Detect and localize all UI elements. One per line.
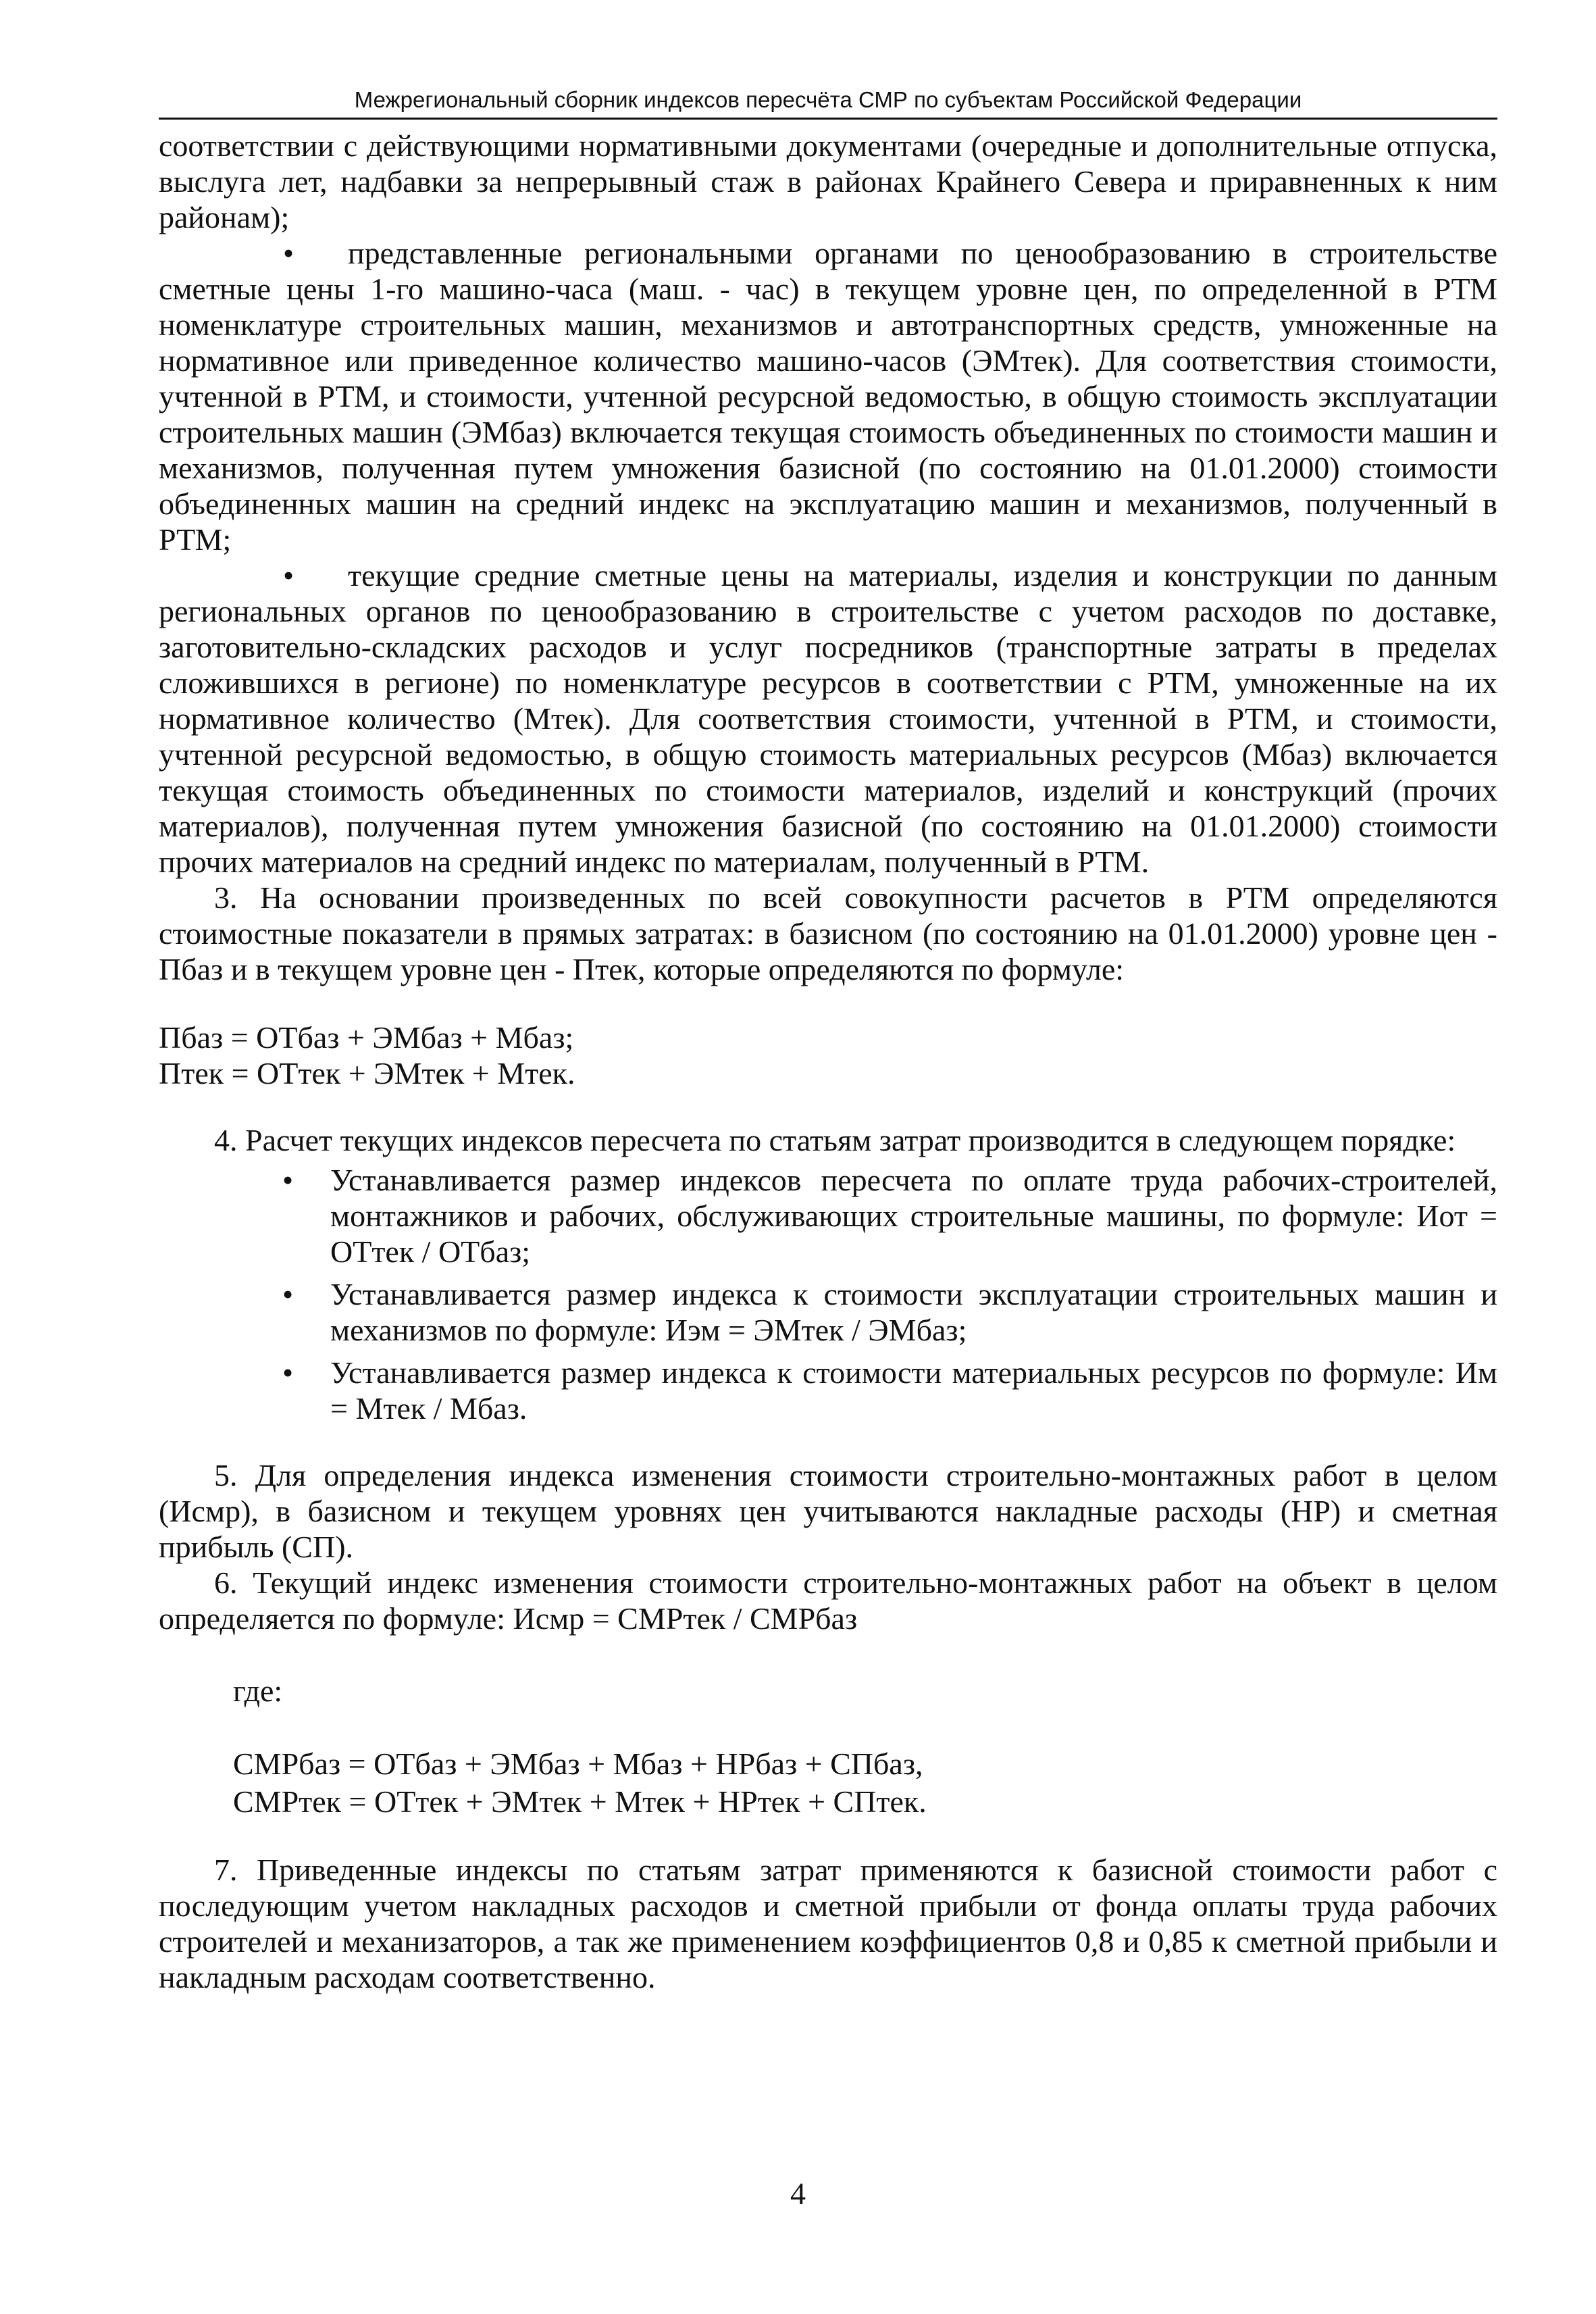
item-7: 7. Приведенные индексы по статьям затрат применяются к базисной стоимости работ с последующим учетом накладных расходов и сметной прибыли от фонда оплаты труда рабочих строителей и механизаторов, а так же применением коэффициентов 0,8 и 0,85 к сметной прибыли и накладным расходам соответственно.: [159, 1853, 1497, 1994]
bullet-marker: •: [282, 1355, 294, 1390]
bullet-machines-text: представленные региональными органами по ценообразованию в строительстве сметные цены 1-го машино-часа (маш. - час) в текущем уровне цен, по определенной в РТМ номенклатуре строительных машин, механизмов и автотранспортных средств, умноженные на нормативное или приведенное количество машино-часов (ЭМтек). Для соответствия стоимости, учтенной в РТМ, и стоимости, учтенной ресурсной ведомостью, в общую стоимость эксплуатации строительных машин (ЭМбаз) включается текущая стоимость объединенных по стоимости машин и механизмов, полученная путем умножения базисной (по состоянию на 01.01.2000) стоимости объединенных машин на средний индекс на эксплуатацию машин и механизмов, полученный в РТМ;: [159, 236, 1497, 557]
item-6: 6. Текущий индекс изменения стоимости строительно-монтажных работ на объект в целом определяется по формуле: Исмр = СМРтек / СМРбаз: [159, 1565, 1497, 1636]
bullet-marker: •: [282, 1277, 294, 1311]
item-4-bullet-text: Устанавливается размер индекса к стоимости материальных ресурсов по формуле: Им = Мтек / Мбаз.: [330, 1355, 1497, 1426]
bullet-marker: •: [283, 558, 294, 593]
item-4-bullet: [159, 1162, 1497, 1269]
bullet-marker: •: [282, 1163, 294, 1197]
item-4-bullet: [159, 1276, 1497, 1348]
item-4-bullet-text: Устанавливается размер индекса к стоимости эксплуатации строительных машин и механизмов по формуле: Иэм = ЭМтек / ЭМбаз;: [330, 1277, 1497, 1347]
item-4-bullet-list: [159, 1162, 1497, 1426]
document-page: [159, 86, 1497, 1995]
bullet-machines: [159, 235, 1497, 557]
item-4: 4. Расчет текущих индексов пересчета по статьям затрат производится в следующем порядке:: [214, 1123, 1456, 1157]
bullet-materials: [159, 557, 1497, 880]
formula-block-p: [159, 1020, 1497, 1091]
item-4-bullet: [159, 1355, 1497, 1426]
formula-smrbaz: СМРбаз = ОТбаз + ЭМбаз + Мбаз + НРбаз + СПбаз,: [233, 1746, 923, 1781]
formula-smrtek: СМРтек = ОТтек + ЭМтек + Мтек + НРтек + СПтек.: [233, 1784, 927, 1819]
formula-pbaz: Пбаз = ОТбаз + ЭМбаз + Мбаз;: [159, 1020, 574, 1055]
item-4-bullet-text: Устанавливается размер индексов пересчета по оплате труда рабочих-строителей, монтажников и рабочих, обслуживающих строительные машины, по формуле: Иот = ОТтек / ОТбаз;: [330, 1163, 1497, 1269]
bullet-marker: •: [283, 236, 294, 270]
page-number: 4: [790, 2176, 806, 2211]
item-5: 5. Для определения индекса изменения стоимости строительно-монтажных работ в целом (Исмр), в базисном и текущем уровнях цен учитываются накладные расходы (НР) и сметная прибыль (СП).: [159, 1458, 1497, 1564]
item-3: 3. На основании произведенных по всей совокупности расчетов в РТМ определяются стоимостные показатели в прямых затратах: в базисном (по состоянию на 01.01.2000) уровне цен - Пбаз и в текущем уровне цен - Птек, которые определяются по формуле:: [159, 880, 1497, 986]
where-label: где:: [233, 1674, 283, 1708]
bullet-materials-text: текущие средние сметные цены на материалы, изделия и конструкции по данным региональных органов по ценообразованию в строительстве с учетом расходов по доставке, заготовительно-складских расходов и услуг посредников (транспортные затраты в пределах сложившихся в регионе) по номенклатуре ресурсов в соответствии с РТМ, умноженные на их нормативное количество (Мтек). Для соответствия стоимости, учтенной в РТМ, и стоимости, учтенной ресурсной ведомостью, в общую стоимость материальных ресурсов (Мбаз) включается текущая стоимость объединенных по стоимости материалов, изделий и конструкций (прочих материалов), полученная путем умножения базисной (по состоянию на 01.01.2000) стоимости прочих материалов на средний индекс по материалам, полученный в РТМ.: [159, 558, 1497, 879]
formula-block-smr: [159, 1745, 1497, 1821]
formula-ptek: Птек = ОТтек + ЭМтек + Мтек.: [159, 1056, 575, 1090]
running-header: Межрегиональный сборник индексов пересчёта СМР по субъектам Российской Федерации: [159, 86, 1497, 120]
paragraph-continued: соответствии с действующими нормативными документами (очередные и дополнительные отпуска, выслуга лет, надбавки за непрерывный стаж в районах Крайнего Севера и приравненных к ним районам);: [159, 128, 1497, 234]
